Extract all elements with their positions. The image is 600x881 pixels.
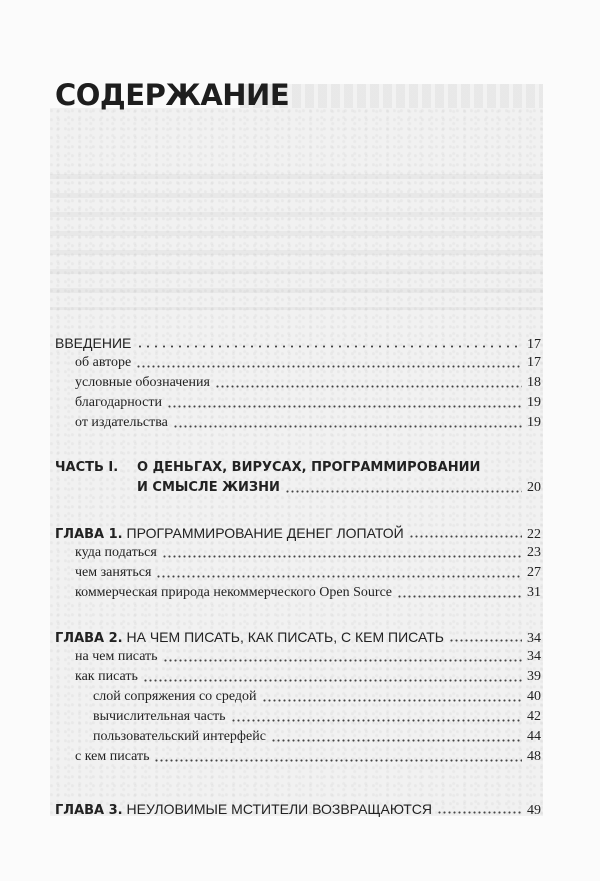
toc-page: 39 (527, 669, 541, 684)
toc-label (55, 799, 437, 821)
dot-leader (167, 405, 522, 408)
toc-page: 40 (527, 689, 541, 704)
page-title: СОДЕРЖАНИЕ (55, 78, 290, 112)
dot-leader (231, 719, 522, 722)
dot-leader (262, 699, 522, 702)
toc-page: 18 (527, 375, 541, 390)
toc-label: от издательства (75, 415, 168, 430)
dot-leader (409, 535, 522, 538)
toc-label: благодарности (75, 395, 162, 410)
dot-leader (271, 739, 522, 742)
toc-label: условные обозначения (75, 375, 210, 390)
bleed-through-text (50, 160, 543, 310)
toc-entry[interactable] (75, 353, 541, 373)
toc-label (55, 523, 409, 545)
toc-entry-intro[interactable] (55, 333, 541, 353)
toc-page: 48 (527, 749, 541, 764)
chapter-prefix: ГЛАВА 1. (55, 527, 123, 542)
toc-entry[interactable] (75, 563, 541, 583)
toc-label: пользовательский интерфейс (93, 729, 266, 744)
toc-entry[interactable] (75, 647, 541, 667)
toc-label: вычислительная часть (93, 709, 226, 724)
dot-leader (143, 679, 522, 682)
toc-entry[interactable] (75, 543, 541, 563)
toc-label: И СМЫСЛЕ ЖИЗНИ (137, 480, 280, 495)
toc-page: 19 (527, 415, 541, 430)
toc-page: 34 (527, 631, 541, 646)
chapter-title: НЕУЛОВИМЫЕ МСТИТЕЛИ ВОЗВРАЩАЮТСЯ (126, 801, 432, 817)
toc-page: 17 (527, 337, 541, 352)
part-title: О ДЕНЬГАХ, ВИРУСАХ, ПРОГРАММИРОВАНИИ (137, 460, 481, 475)
toc-entry[interactable] (75, 747, 541, 767)
toc-page: 27 (527, 565, 541, 580)
dot-leader (154, 759, 522, 762)
toc-entry[interactable] (75, 373, 541, 393)
toc-entry[interactable] (75, 413, 541, 433)
chapter-prefix: ГЛАВА 2. (55, 631, 123, 646)
toc-page: 23 (527, 545, 541, 560)
toc-entry[interactable] (93, 707, 541, 727)
dot-leader (163, 659, 522, 662)
toc-entry-chapter1[interactable] (55, 523, 541, 543)
toc-page: 20 (527, 480, 541, 495)
dot-leader (162, 555, 522, 558)
toc-label: чем заняться (75, 565, 152, 580)
toc-entry[interactable] (75, 393, 541, 413)
toc-label: с кем писать (75, 749, 150, 764)
toc-label: куда податься (75, 545, 157, 560)
toc-part-title-line1[interactable] (55, 458, 480, 478)
toc-entry-chapter2[interactable] (55, 627, 541, 647)
dot-leader (173, 425, 522, 428)
toc-label (55, 627, 449, 649)
toc-page: 17 (527, 355, 541, 370)
toc-page: 22 (527, 527, 541, 542)
dot-leader (285, 490, 522, 493)
toc-page: 31 (527, 585, 541, 600)
part-prefix: ЧАСТЬ I. (55, 460, 119, 475)
toc-label: ВВЕДЕНИЕ (55, 335, 132, 351)
toc-entry[interactable] (75, 583, 541, 603)
toc-entry-chapter3[interactable] (55, 799, 541, 819)
dot-leader (136, 345, 522, 348)
toc-label: об авторе (75, 355, 132, 370)
dot-leader (215, 385, 522, 388)
toc-label: коммерческая природа некоммерческого Open Source (75, 585, 393, 600)
toc-entry[interactable] (93, 687, 541, 707)
toc-page: 19 (527, 395, 541, 410)
chapter-title: НА ЧЕМ ПИСАТЬ, КАК ПИСАТЬ, С КЕМ ПИСАТЬ (126, 629, 444, 645)
dot-leader (156, 575, 522, 578)
dot-leader (397, 595, 522, 598)
dot-leader (449, 639, 522, 642)
dot-leader (437, 811, 522, 814)
chapter-prefix: ГЛАВА 3. (55, 803, 123, 818)
toc-entry-part1[interactable] (137, 478, 541, 498)
toc-label: слой сопряжения со средой (93, 689, 257, 704)
toc-page: 49 (527, 803, 541, 818)
toc-entry[interactable] (75, 667, 541, 687)
toc-label: на чем писать (75, 649, 158, 664)
toc-label: как писать (75, 669, 138, 684)
toc-entry[interactable] (93, 727, 541, 747)
toc-page: 44 (527, 729, 541, 744)
toc-page: 34 (527, 649, 541, 664)
chapter-title: ПРОГРАММИРОВАНИЕ ДЕНЕГ ЛОПАТОЙ (126, 525, 404, 541)
toc-page: 42 (527, 709, 541, 724)
dot-leader (136, 365, 522, 368)
